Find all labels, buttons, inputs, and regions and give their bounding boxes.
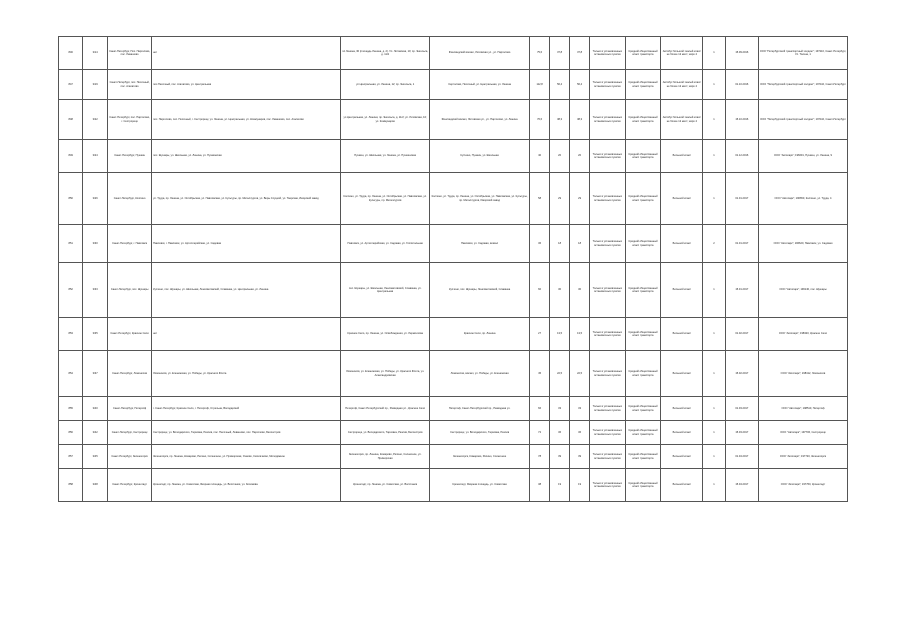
cell-okrug: Санкт-Петербург, пос. Песочный, пос. Агалатово — [107, 70, 151, 100]
cell-routes: ул. Труда, пр. Ленина, ул. Октябрьская, ул. Павловская, ул. Культуры, пр. Металлургов, ул. Веры Слуцкой, ул. Тверская, Ижорский завод — [152, 173, 341, 225]
cell-n: 856 — [59, 421, 83, 445]
cell-l3: 56,4 — [570, 70, 590, 100]
table-row — [59, 225, 848, 263]
cell-addr: Кронштадт, пр. Ленина, ул. Советская, ул. Восстания — [341, 469, 430, 502]
cell-cls: Большой класс — [661, 263, 703, 318]
cell-tarif: Средний общественный класс транспорта — [625, 70, 661, 100]
cell-cnt: 1 — [703, 469, 725, 502]
cell-l2: 38,3 — [550, 100, 570, 140]
cell-stops: Петергоф, Санкт-Петербургский пр., Разводная ул. — [430, 397, 530, 421]
cell-id: 3/30 — [83, 225, 107, 263]
cell-cls: Большой класс — [661, 421, 703, 445]
cell-date: 15.03.2017 — [725, 421, 758, 445]
cell-n: 850 — [59, 173, 83, 225]
cell-l1: 76,6 — [530, 100, 550, 140]
cell-tarif: Средний общественный класс транспорта — [625, 421, 661, 445]
cell-addr: ул.Центральная, ул. Ленина, 12; пр. Энгельса, 1 — [341, 70, 430, 100]
cell-cnt: 1 — [703, 421, 725, 445]
cell-id: 3/48 — [83, 469, 107, 502]
cell-vtype: Только в установленных остановочных пунктах — [590, 263, 626, 318]
cell-id: 3/42 — [83, 421, 107, 445]
cell-n: 851 — [59, 225, 83, 263]
cell-l2: 29 — [550, 173, 570, 225]
cell-cls: Большой класс — [661, 469, 703, 502]
cell-cls: Автобус большой: малый класс не более 12 мест; евро 4 — [661, 37, 703, 70]
cell-l1: 40 — [530, 140, 550, 173]
cell-n: 848 — [59, 100, 83, 140]
cell-okrug: Санкт-Петербург, Ломоносов — [107, 351, 151, 397]
table-row — [59, 318, 848, 351]
cell-n: 854 — [59, 351, 83, 397]
cell-carrier: ООО "Автопарк"; 197760, Кронштадт — [758, 469, 847, 502]
cell-routes: Кронштадт, пр. Ленина, ул. Советская, Якорная площадь, ул. Восстания, ул. Зосимова — [152, 469, 341, 502]
cell-l2: 18 — [550, 225, 570, 263]
cell-cls: Большой класс — [661, 225, 703, 263]
cell-l3: 30 — [570, 263, 590, 318]
cell-l1: 75,6 — [530, 37, 550, 70]
cell-l1: 58 — [530, 173, 550, 225]
cell-n: 846 — [59, 37, 83, 70]
cell-addr: Ломоносов, ул. Еленинская, ул. Победы, ул. Красного Флота, ул. Александровская — [341, 351, 430, 397]
cell-date: 15.02.2017 — [725, 351, 758, 397]
cell-id: 3/26 — [83, 173, 107, 225]
cell-l2: 37,8 — [550, 37, 570, 70]
cell-id: 3/35 — [83, 318, 107, 351]
cell-vtype: Только в установленных остановочных пунктах — [590, 397, 626, 421]
cell-l1: 78 — [530, 445, 550, 469]
cell-carrier: ООО "Автопарк"; 198510, Петергоф — [758, 397, 847, 421]
cell-routes: Купчино, пос. Шушары, ул. Школьная, Ленсоветовский, Славянка, ул. Центральная, ул. Ленина — [152, 263, 341, 318]
cell-id: 3/40 — [83, 397, 107, 421]
cell-stops: Красное Село, пр. Ленина — [430, 318, 530, 351]
cell-l2: 56,4 — [550, 70, 570, 100]
cell-id: 3/24 — [83, 140, 107, 173]
cell-vtype: Только в установленных остановочных пунктах — [590, 37, 626, 70]
table-row — [59, 70, 848, 100]
cell-routes: нет — [152, 318, 341, 351]
cell-cls: Автобус большой: малый класс не более 12 мест; евро 4 — [661, 100, 703, 140]
cell-carrier: ООО "Автопарк"; 198320, Красное Село — [758, 318, 847, 351]
cell-tarif: Средний общественный класс транспорта — [625, 173, 661, 225]
cell-l3: 22,5 — [570, 351, 590, 397]
cell-cnt: 1 — [703, 445, 725, 469]
cell-n: 849 — [59, 140, 83, 173]
cell-vtype: Только в установленных остановочных пунктах — [590, 318, 626, 351]
cell-vtype: Только в установленных остановочных пунктах — [590, 421, 626, 445]
cell-cls: Автобус большой: малый класс не более 12 мест; евро 4 — [661, 70, 703, 100]
cell-id: 3/37 — [83, 351, 107, 397]
cell-l1: 72 — [530, 421, 550, 445]
table-row — [59, 351, 848, 397]
cell-carrier: ООО "Автопарк"; 197720, Зеленогорск — [758, 445, 847, 469]
cell-date: 01.04.2017 — [725, 445, 758, 469]
cell-addr: пл.Ленина, 30 (площадь Ленина, д. 2). Ул. Литовская, 10; пр. Энгельса, д. 11/2 — [341, 37, 430, 70]
cell-okrug: Санкт-Петербург, Пос. Парголово, пос. Левашово — [107, 37, 151, 70]
cell-vtype: Только в установленных остановочных пунктах — [590, 225, 626, 263]
cell-addr: Сестрорецк, ул. Володарского, Тарховка, Разлив, Белоостров — [341, 421, 430, 445]
cell-tarif: Средний общественный класс транспорта — [625, 397, 661, 421]
cell-date: 01.12.2016 — [725, 140, 758, 173]
cell-l1: 38 — [530, 469, 550, 502]
cell-tarif: Средний общественный класс транспорта — [625, 445, 661, 469]
cell-okrug: Санкт-Петербург, г. Павловск — [107, 225, 151, 263]
cell-carrier: ООО "Петербургский транспортный холдинг"; 197110, Санкт-Петербург — [758, 70, 847, 100]
cell-cnt: 1 — [703, 263, 725, 318]
cell-stops: Зеленогорск, Комарово, Репино, Солнечное — [430, 445, 530, 469]
cell-tarif: Средний общественный класс транспорта — [625, 469, 661, 502]
cell-tarif: Средний общественный класс транспорта — [625, 225, 661, 263]
cell-okrug: Санкт-Петербург, Красное Село — [107, 318, 151, 351]
cell-tarif: Средний общественный класс транспорта — [625, 140, 661, 173]
cell-cls: Большой класс — [661, 397, 703, 421]
cell-routes: г. Санкт-Петербург, Красное Село, г. Петергоф, Стрельна, Володарский — [152, 397, 341, 421]
cell-cnt: 1 — [703, 397, 725, 421]
cell-l2: 39 — [550, 445, 570, 469]
cell-n: 853 — [59, 318, 83, 351]
cell-routes: Сестрорецк, ул. Володарского, Тарховка, Разлив, пос. Песочный, Левашово, пос. Парголово, Белоостров — [152, 421, 341, 445]
cell-carrier: ООО "Автопарк"; 196620, Павловск, ул. Садовая — [758, 225, 847, 263]
cell-id: 3/14 — [83, 37, 107, 70]
table-row — [59, 37, 848, 70]
cell-cls: Большой класс — [661, 351, 703, 397]
cell-cnt: 1 — [703, 351, 725, 397]
cell-carrier: ООО "Автопарк"; 198412, Ломоносов — [758, 351, 847, 397]
cell-routes: нет — [152, 37, 341, 70]
cell-id: 3/22 — [83, 100, 107, 140]
cell-l2: 13,5 — [550, 318, 570, 351]
cell-l3: 29 — [570, 173, 590, 225]
cell-l3: 33 — [570, 397, 590, 421]
cell-routes: Павловск, г. Павловск, ул. Артиллерийская, ул. Садовая — [152, 225, 341, 263]
route-registry-table — [58, 36, 848, 502]
cell-addr: Петергоф, Санкт-Петербургский пр., Разводная ул., Красное Село — [341, 397, 430, 421]
cell-carrier: ООО "Петербургский транспортный холдинг"; 197110, Санкт-Петербург, Ул. Тосина, 1 — [758, 37, 847, 70]
cell-l1: 60 — [530, 263, 550, 318]
cell-vtype: Только в установленных остановочных пунктах — [590, 100, 626, 140]
cell-cnt: 1 — [703, 37, 725, 70]
cell-carrier: ООО "Автопарк"; 196601, Пушкин, ул. Ленина, 9 — [758, 140, 847, 173]
cell-id: 3/19 — [83, 70, 107, 100]
cell-routes: Зеленогорск, пр. Ленина, Комарово, Репино, Солнечное, ул. Приморская, Ушково, Смолячково, Молодёжное — [152, 445, 341, 469]
table-row — [59, 263, 848, 318]
cell-stops: Колпино, ул. Труда, пр. Ленина, ул. Октябрьская, ул. Павловская, ул. Культуры, пр. Металлургов, Ижорский завод — [430, 173, 530, 225]
cell-l3: 18 — [570, 225, 590, 263]
cell-routes: пос. Парголово, пос. Песочный, г. Сестрорецк, ул. Ленина, ул. Центральная, ул. Коммунаров, пос. Левашово, пос. Агалатово — [152, 100, 341, 140]
cell-l2: 30 — [550, 263, 570, 318]
cell-carrier: ООО "Автопарк"; 196650, Колпино, ул. Труда, 4 — [758, 173, 847, 225]
cell-okrug: Санкт-Петербург, Колпино — [107, 173, 151, 225]
cell-vtype: Только в установленных остановочных пунктах — [590, 351, 626, 397]
cell-cnt: 2 — [703, 225, 725, 263]
cell-okrug: Санкт-Петербург, Петергоф — [107, 397, 151, 421]
cell-date: 01.01.2017 — [725, 225, 758, 263]
cell-l1: 66 — [530, 397, 550, 421]
cell-stops: Купчино, Пушкин, ул. Школьная — [430, 140, 530, 173]
cell-addr: Колпино, ул. Труда, пр. Ленина, ул. Октябрьская, ул. Павловская, ул. Культуры, пр. Металлургов — [341, 173, 430, 225]
cell-l2: 22,5 — [550, 351, 570, 397]
cell-n: 857 — [59, 445, 83, 469]
cell-vtype: Только в установленных остановочных пунктах — [590, 140, 626, 173]
cell-stops: Павловск, ул. Садовая, вокзал — [430, 225, 530, 263]
table-row — [59, 140, 848, 173]
cell-okrug: Санкт-Петербург, Зеленогорск — [107, 445, 151, 469]
cell-l2: 19 — [550, 469, 570, 502]
cell-cls: Большой класс — [661, 173, 703, 225]
cell-okrug: Санкт-Петербург, Сестрорецк — [107, 421, 151, 445]
cell-okrug: Санкт-Петербург, пос. Шушары — [107, 263, 151, 318]
cell-okrug: Санкт-Петербург, пос. Парголово, г. Сестрорецк — [107, 100, 151, 140]
cell-cls: Большой класс — [661, 445, 703, 469]
cell-n: 858 — [59, 469, 83, 502]
cell-stops: Финляндский вокзал, Литовская ул., ул. Парголово — [430, 37, 530, 70]
cell-addr: ул.Центральная, ул. Ленина; пр. Энгельса, д. 11/2; ул. Литовская, 10; ул. Коммунаров — [341, 100, 430, 140]
table-row — [59, 445, 848, 469]
cell-l1: 27 — [530, 318, 550, 351]
cell-addr: Пушкин, ул. Школьная, ул. Ленина, ул. Пушкинская — [341, 140, 430, 173]
table-row — [59, 469, 848, 502]
table-row — [59, 173, 848, 225]
cell-routes: Ломоносов, ул. Еленинская, ул. Победы, ул. Красного Флота — [152, 351, 341, 397]
table-row — [59, 421, 848, 445]
cell-okrug: Санкт-Петербург, Пушкин — [107, 140, 151, 173]
cell-tarif: Средний общественный класс транспорта — [625, 351, 661, 397]
cell-stops: Купчино, пос. Шушары, Ленсоветовский, Славянка — [430, 263, 530, 318]
cell-l2: 33 — [550, 397, 570, 421]
cell-addr: Красное Село, пр. Ленина, ул. Освобождения, ул. Лермонтова — [341, 318, 430, 351]
cell-vtype: Только в установленных остановочных пунктах — [590, 70, 626, 100]
cell-addr: пос. Шушары, ул. Школьная, Ленсоветовский, Славянка, ул. Центральная — [341, 263, 430, 318]
cell-okrug: Санкт-Петербург, Кронштадт — [107, 469, 151, 502]
cell-l3: 20 — [570, 140, 590, 173]
cell-stops: Финляндский вокзал, Литовская ул., ул. Парголово, ул. Ленина — [430, 100, 530, 140]
cell-cls: Большой класс — [661, 140, 703, 173]
cell-l1: 112,8 — [530, 70, 550, 100]
cell-cnt: 1 — [703, 173, 725, 225]
cell-date: 01.02.2017 — [725, 318, 758, 351]
cell-l2: 36 — [550, 421, 570, 445]
cell-vtype: Только в установленных остановочных пунктах — [590, 445, 626, 469]
cell-stops: Сестрорецк, ул. Володарского, Тарховка, Разлив — [430, 421, 530, 445]
cell-vtype: Только в установленных остановочных пунктах — [590, 173, 626, 225]
cell-carrier: ООО "Петербургский транспортный холдинг"; 197110, Санкт-Петербург — [758, 100, 847, 140]
cell-l3: 13,5 — [570, 318, 590, 351]
cell-date: 15.04.2017 — [725, 469, 758, 502]
cell-vtype: Только в установленных остановочных пунктах — [590, 469, 626, 502]
cell-date: 01.01.2017 — [725, 173, 758, 225]
cell-date: 01.03.2017 — [725, 397, 758, 421]
cell-id: 3/33 — [83, 263, 107, 318]
cell-l2: 20 — [550, 140, 570, 173]
cell-date: 15.01.2017 — [725, 263, 758, 318]
document-page — [58, 36, 848, 502]
cell-carrier: ООО "Автопарк"; 197706, Сестрорецк — [758, 421, 847, 445]
cell-tarif: Средний общественный класс транспорта — [625, 37, 661, 70]
cell-routes: пос.Песочный, пос. Агалатово, ул. Центральная — [152, 70, 341, 100]
cell-cls: Большой класс — [661, 318, 703, 351]
cell-l1: 45 — [530, 351, 550, 397]
cell-date: 15.09.2016 — [725, 37, 758, 70]
cell-id: 3/45 — [83, 445, 107, 469]
cell-cnt: 1 — [703, 100, 725, 140]
cell-routes: пос. Шушары, ул. Школьная, ул. Ленина, ул. Пушкинская — [152, 140, 341, 173]
cell-cnt: 1 — [703, 140, 725, 173]
cell-l1: 36 — [530, 225, 550, 263]
cell-stops: Кронштадт, Якорная площадь, ул. Советская — [430, 469, 530, 502]
cell-l3: 39 — [570, 445, 590, 469]
cell-addr: Павловск, ул. Артиллерийская, ул. Садовая, ул. Госпитальная — [341, 225, 430, 263]
cell-l3: 36 — [570, 421, 590, 445]
cell-stops: Сертолово, Песочный, ул. Центральная, ул. Ленина — [430, 70, 530, 100]
cell-cnt: 1 — [703, 318, 725, 351]
cell-l3: 38,3 — [570, 100, 590, 140]
cell-date: 01.10.2016 — [725, 70, 758, 100]
cell-tarif: Средний общественный класс транспорта — [625, 318, 661, 351]
cell-l3: 37,8 — [570, 37, 590, 70]
cell-tarif: Средний общественный класс транспорта — [625, 100, 661, 140]
table-row — [59, 397, 848, 421]
cell-stops: Ломоносов, вокзал, ул. Победы, ул. Еленинская — [430, 351, 530, 397]
cell-date: 15.10.2016 — [725, 100, 758, 140]
cell-l3: 19 — [570, 469, 590, 502]
cell-tarif: Средний общественный класс транспорта — [625, 263, 661, 318]
cell-n: 855 — [59, 397, 83, 421]
cell-addr: Зеленогорск, пр. Ленина, Комарово, Репино, Солнечное, ул. Приморская — [341, 445, 430, 469]
cell-n: 852 — [59, 263, 83, 318]
table-row — [59, 100, 848, 140]
cell-cnt: 1 — [703, 70, 725, 100]
cell-carrier: ООО "Автопарк"; 196140, пос. Шушары — [758, 263, 847, 318]
cell-n: 847 — [59, 70, 83, 100]
